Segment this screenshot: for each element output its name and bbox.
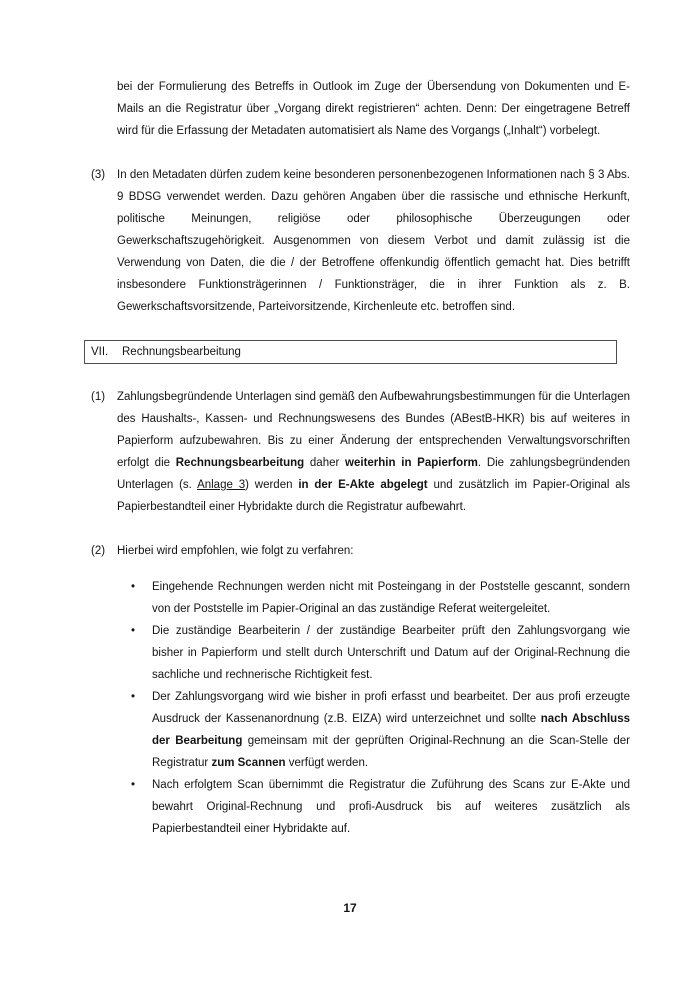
bullet-list bbox=[117, 576, 630, 840]
section-title: Rechnungsbearbeitung bbox=[122, 346, 241, 358]
bullet-item bbox=[117, 686, 630, 774]
item-text: In den Metadaten dürfen zudem keine besonderen personenbezogenen Informationen nach § 3 Abs. 9 BDSG verwendet werden. Dazu gehören Angaben über die rassische und ethnische Herkunft, politische Meinungen, religiöse oder philosophische Überzeugungen oder Gewerkschaftszugehörigkeit. Ausgenommen von diesem Verbot und damit zulässig ist die Verwendung von Daten, die die / der Betroffene offenkundig öffentlich gemacht hat. Dies betrifft insbesondere Funktionsträgerinnen / Funktionsträger, die in ihrer Funktion als z. B. Gewerkschaftsvorsitzende, Parteivorsitzende, Kirchenleute etc. betroffen sind. bbox=[117, 169, 630, 313]
list-item-3 bbox=[91, 164, 630, 318]
bullet-item bbox=[117, 620, 630, 686]
bullet-text: Eingehende Rechnungen werden nicht mit Posteingang in der Poststelle gescannt, sondern von der Poststelle im Papier-Original an das zuständige Referat weitergeleitet. bbox=[152, 581, 630, 615]
intro-paragraph: bei der Formulierung des Betreffs in Outlook im Zuge der Übersendung von Dokumenten und E-Mails an die Registratur über „Vorgang direkt registrieren“ achten. Denn: Der eingetragene Betreff wird für die Erfassung der Metadaten automatisiert als Name des Vorgangs („Inhalt“) vorbelegt. bbox=[117, 81, 630, 137]
bullet-icon: • bbox=[131, 779, 136, 791]
list-item-2 bbox=[91, 540, 630, 562]
bullet-item bbox=[117, 774, 630, 840]
bullet-icon: • bbox=[131, 581, 136, 593]
bullet-text: Nach erfolgtem Scan übernimmt die Registratur die Zuführung des Scans zur E-Akte und bewahrt Original-Rechnung und profi-Ausdruck bis auf weiteres zusätzlich als Papierbestandteil einer Hybridakte auf. bbox=[152, 779, 630, 835]
item-text: Hierbei wird empfohlen, wie folgt zu verfahren: bbox=[117, 545, 354, 557]
item-marker: (3) bbox=[91, 169, 106, 181]
bullet-text: Die zuständige Bearbeiterin / der zuständige Bearbeiter prüft den Zahlungsvorgang wie bisher in Papierform und stellt durch Unterschrift und Datum auf der Original-Rechnung die sachliche und rechnerische Richtigkeit fest. bbox=[152, 625, 630, 681]
page-number: 17 bbox=[343, 901, 357, 915]
section-number: VII. bbox=[91, 346, 109, 358]
bullet-item bbox=[117, 576, 630, 620]
section-header-box bbox=[84, 340, 617, 364]
item-marker: (2) bbox=[91, 545, 106, 557]
list-item-1 bbox=[91, 386, 630, 518]
bullet-icon: • bbox=[131, 691, 136, 703]
item-text: Zahlungsbegründende Unterlagen sind gemäß den Aufbewahrungsbestimmungen für die Unterlagen des Haushalts-, Kassen- und Rechnungswesens des Bundes (ABestB-HKR) bis auf weiteres in Papierform aufzubewahren. Bis zu einer Änderung der entsprechenden Verwaltungsvorschriften erfolgt die Rechnungsbearbeitung daher weiterhin in Papierform. Die zahlungsbegründenden Unterlagen (s. Anlage 3) werden in der E-Akte abgelegt und zusätzlich im Papier-Original als Papierbestandteil einer Hybridakte durch die Registratur aufbewahrt. bbox=[117, 391, 631, 513]
bullet-text: Der Zahlungsvorgang wird wie bisher in profi erfasst und bearbeitet. Der aus profi erzeugte Ausdruck der Kassenanordnung (z.B. EIZA) wird unterzeichnet und sollte nach Abschluss der Bearbeitung gemeinsam mit der geprüften Original-Rechnung an die Scan-Stelle der Registratur zum Scannen verfügt werden. bbox=[152, 691, 630, 769]
bullet-icon: • bbox=[131, 625, 136, 637]
item-marker: (1) bbox=[91, 391, 106, 403]
